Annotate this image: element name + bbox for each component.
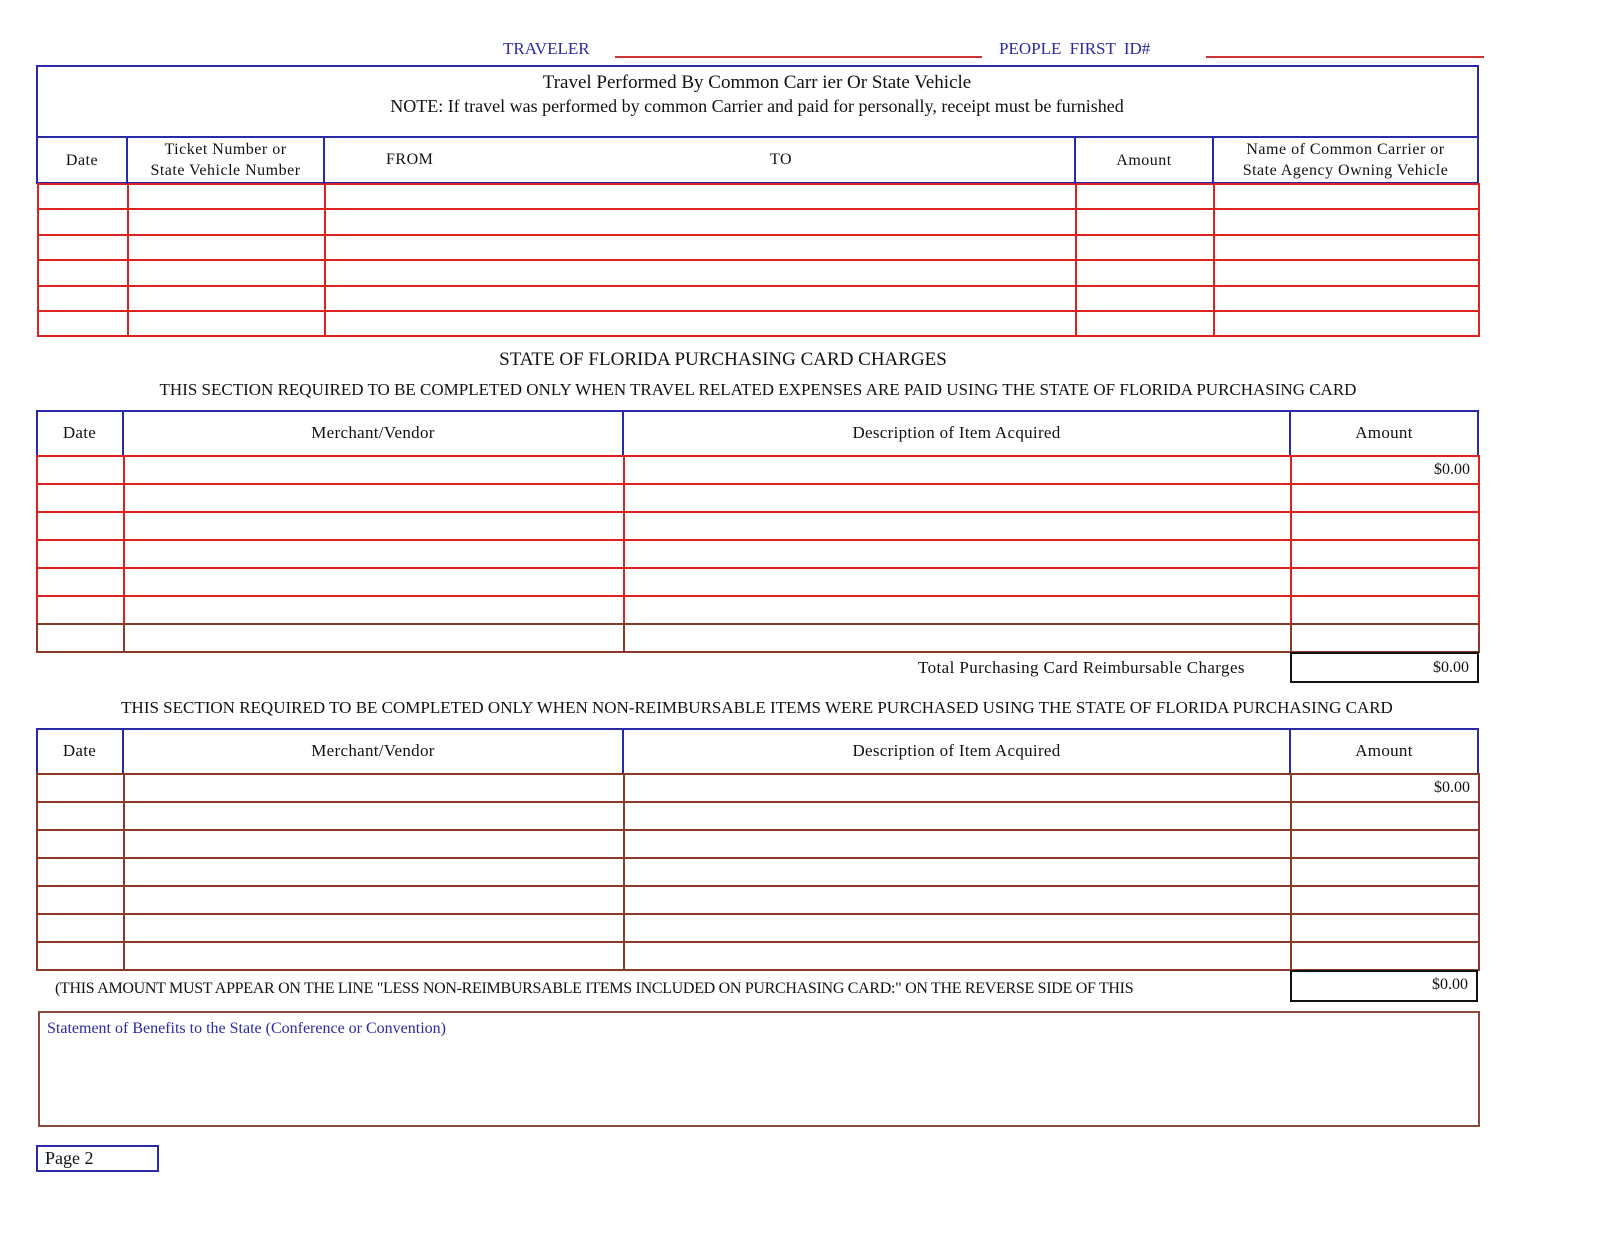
pcard-row-1-date[interactable] [36,455,125,485]
pcard-row-6-description[interactable] [623,595,1292,625]
table-cell[interactable] [324,234,1077,261]
pcard-title: STATE OF FLORIDA PURCHASING CARD CHARGES [499,349,947,370]
pcard-row-6-amount[interactable] [1290,595,1480,625]
table-cell[interactable] [324,310,1077,337]
table-cell[interactable] [324,183,1077,210]
nonreimb-col-description: Description of Item Acquired [852,741,1061,760]
table-cell[interactable] [324,285,1077,312]
table-cell[interactable] [1213,183,1480,210]
pcard-row-5-date[interactable] [36,567,125,597]
col-from: FROM [386,151,434,168]
table-cell[interactable] [127,310,326,337]
nonreimb-row-7-description[interactable] [623,941,1292,971]
page-number: Page 2 [36,1145,159,1172]
table-cell[interactable] [1075,259,1215,286]
pcard-row-3-description[interactable] [623,511,1292,541]
nonreimb-row-2-date[interactable] [36,801,125,831]
table-cell[interactable] [1075,208,1215,235]
pcard-row-4-date[interactable] [36,539,125,569]
nonreimb-row-3-date[interactable] [36,829,125,859]
nonreimb-col-date: Date [62,741,97,760]
nonreimb-row-2-amount[interactable] [1290,801,1480,831]
nonreimb-row-4-description[interactable] [623,857,1292,887]
nonreimb-col-amount: Amount [1355,741,1413,760]
pcard-row-3-amount[interactable] [1290,511,1480,541]
nonreimb-row-5-amount[interactable] [1290,885,1480,915]
table-cell[interactable] [1075,183,1215,210]
table-cell[interactable] [37,285,129,312]
col-amount: Amount [1116,151,1172,169]
traveler-label: TRAVELER [503,39,590,58]
table-cell[interactable] [127,208,326,235]
nonreimb-row-6-merchant[interactable] [123,913,625,943]
table-cell[interactable] [37,234,129,261]
nonreimb-row-7-amount[interactable] [1290,941,1480,971]
nonreimb-row-3-merchant[interactable] [123,829,625,859]
table-cell[interactable] [127,183,326,210]
pcard-row-7-description[interactable] [623,623,1292,653]
pcard-row-7-date[interactable] [36,623,125,653]
nonreimb-total-value: $0.00 [1290,970,1478,1002]
nonreimb-row-4-date[interactable] [36,857,125,887]
table-cell[interactable] [127,234,326,261]
pcard-row-2-amount[interactable] [1290,483,1480,513]
pcard-row-4-merchant[interactable] [123,539,625,569]
table-cell[interactable] [1213,285,1480,312]
nonreimb-row-2-merchant[interactable] [123,801,625,831]
nonreimb-row-7-merchant[interactable] [123,941,625,971]
nonreimb-row-2-description[interactable] [623,801,1292,831]
statement-box[interactable] [38,1011,1480,1127]
pcard-col-amount: Amount [1355,423,1413,442]
table-cell[interactable] [37,208,129,235]
pcard-subtitle: THIS SECTION REQUIRED TO BE COMPLETED ONLY WHEN TRAVEL RELATED EXPENSES ARE PAID USING THE STATE OF FLORIDA PURCHASING CARD [159,380,1357,399]
table-cell[interactable] [37,259,129,286]
people-first-id-input[interactable] [1206,40,1484,58]
table-cell[interactable] [1213,310,1480,337]
pcard-row-6-merchant[interactable] [123,595,625,625]
table-cell[interactable] [127,285,326,312]
pcard-col-merchant: Merchant/Vendor [311,423,435,442]
nonreimb-subtitle: THIS SECTION REQUIRED TO BE COMPLETED ONLY WHEN NON-REIMBURSABLE ITEMS WERE PURCHASED USING THE STATE OF FLORIDA PURCHASING CARD [121,698,1393,717]
nonreimb-row-6-description[interactable] [623,913,1292,943]
column-divider [323,137,325,184]
nonreimb-row-5-date[interactable] [36,885,125,915]
table-cell[interactable] [127,259,326,286]
nonreimb-row-7-date[interactable] [36,941,125,971]
col-ticket [127,137,324,183]
table-cell[interactable] [37,310,129,337]
pcard-total-label: Total Purchasing Card Reimbursable Charges [918,658,1245,677]
traveler-input[interactable] [615,40,982,58]
nonreimb-row-3-description[interactable] [623,829,1292,859]
nonreimb-row-1-description[interactable] [623,773,1292,803]
travel-note: NOTE: If travel was performed by common Carrier and paid for personally, receipt must be furnished [390,96,1124,116]
col-ticket-line2: State Vehicle Number [150,162,301,179]
pcard-total-value: $0.00 [1290,652,1479,683]
pcard-col-date: Date [62,423,97,442]
statement-label: Statement of Benefits to the State (Conference or Convention) [47,1020,446,1037]
col-carrier-line2: State Agency Owning Vehicle [1242,162,1449,179]
table-cell[interactable] [37,183,129,210]
pcard-row-5-description[interactable] [623,567,1292,597]
nonreimb-row-1-date[interactable] [36,773,125,803]
pcard-row-4-amount[interactable] [1290,539,1480,569]
pcard-row-7-merchant[interactable] [123,623,625,653]
pcard-row-1-merchant[interactable] [123,455,625,485]
pcard-row-7-amount[interactable] [1290,623,1480,653]
table-cell[interactable] [1213,259,1480,286]
nonreimb-row-4-merchant[interactable] [123,857,625,887]
nonreimb-col-merchant: Merchant/Vendor [311,741,435,760]
nonreimb-row-3-amount[interactable] [1290,829,1480,859]
pcard-row-6-date[interactable] [36,595,125,625]
pcard-row-1-amount[interactable]: $0.00 [1290,455,1480,485]
nonreimb-row-6-date[interactable] [36,913,125,943]
pcard-row-5-merchant[interactable] [123,567,625,597]
column-divider [1212,137,1214,184]
pcard-row-3-merchant[interactable] [123,511,625,541]
pcard-row-4-description[interactable] [623,539,1292,569]
table-cell[interactable] [1075,310,1215,337]
nonreimb-row-1-merchant[interactable] [123,773,625,803]
nonreimb-row-5-merchant[interactable] [123,885,625,915]
table-cell[interactable] [1213,234,1480,261]
nonreimb-row-6-amount[interactable] [1290,913,1480,943]
pcard-row-1-description[interactable] [623,455,1292,485]
column-divider [1074,137,1076,184]
pcard-row-3-date[interactable] [36,511,125,541]
col-ticket-line1: Ticket Number or [164,141,287,158]
col-carrier-line1: Name of Common Carrier or [1246,141,1445,158]
pcard-row-2-date[interactable] [36,483,125,513]
col-to: TO [770,151,793,168]
column-divider [126,137,128,184]
nonreimb-row-5-description[interactable] [623,885,1292,915]
col-carrier [1213,137,1478,183]
nonreimb-row-4-amount[interactable] [1290,857,1480,887]
nonreimb-total-note: (THIS AMOUNT MUST APPEAR ON THE LINE "LESS NON-REIMBURSABLE ITEMS INCLUDED ON PURCHASING CARD:" ON THE REVERSE SIDE OF THIS [55,980,1134,997]
table-cell[interactable] [1075,234,1215,261]
table-cell[interactable] [1213,208,1480,235]
pcard-col-description: Description of Item Acquired [852,423,1061,442]
pcard-row-2-merchant[interactable] [123,483,625,513]
pcard-row-2-description[interactable] [623,483,1292,513]
travel-title: Travel Performed By Common Carr ier Or State Vehicle [542,72,972,93]
table-cell[interactable] [324,259,1077,286]
table-cell[interactable] [1075,285,1215,312]
col-date: Date [65,151,99,169]
people-first-label: PEOPLE FIRST ID# [999,39,1151,58]
table-cell[interactable] [324,208,1077,235]
nonreimb-row-1-amount[interactable]: $0.00 [1290,773,1480,803]
pcard-row-5-amount[interactable] [1290,567,1480,597]
